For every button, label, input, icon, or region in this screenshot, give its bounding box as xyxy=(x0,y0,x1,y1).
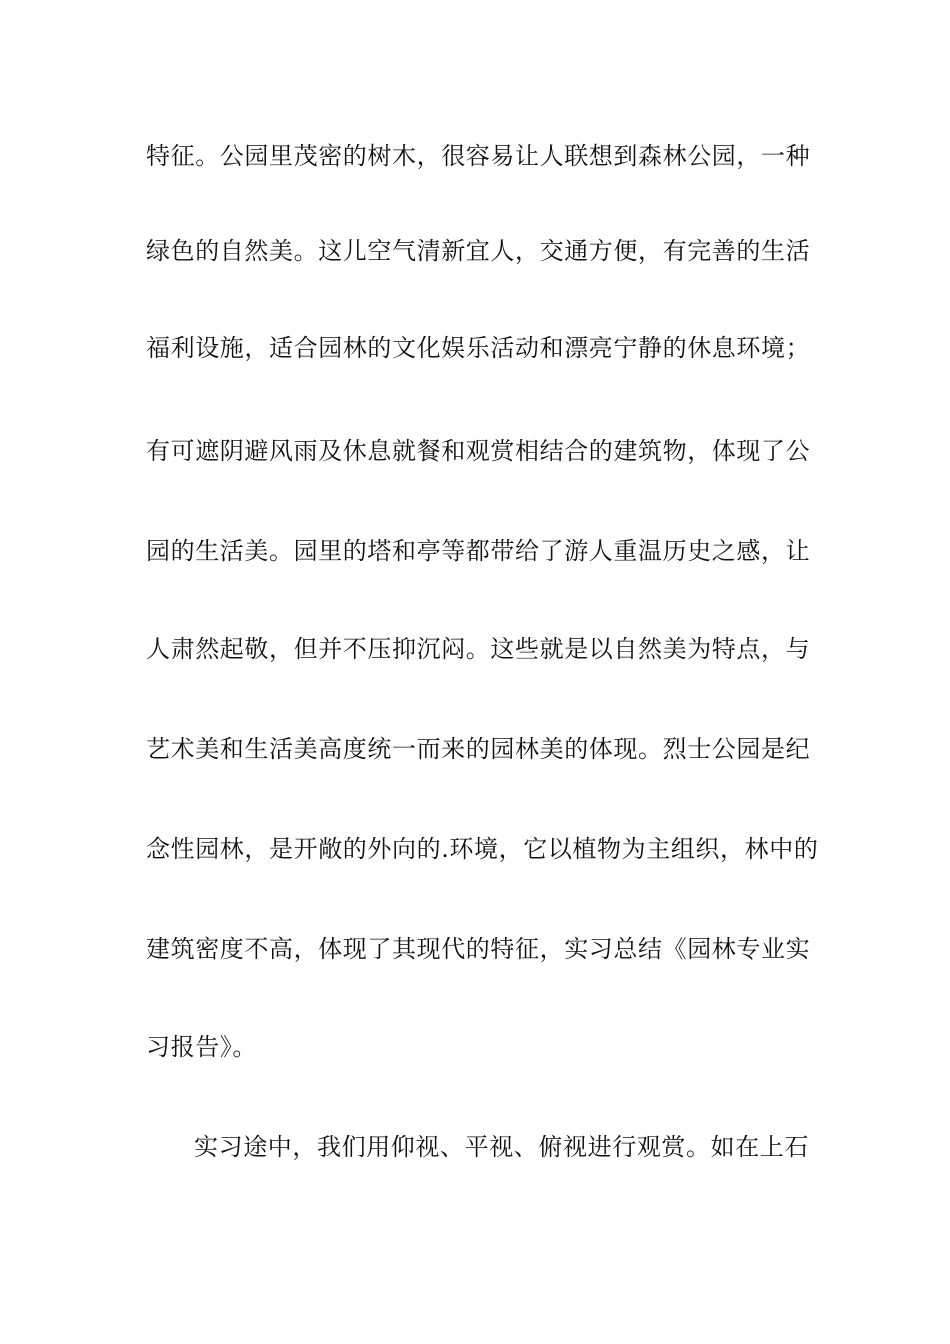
text-line: 习报告》。 xyxy=(146,1033,257,1061)
paragraph-first-line: 实习途中，我们用仰视、平视、俯视进行观赏。如在上石 xyxy=(194,1133,809,1161)
text-line: 特征。公园里茂密的树木，很容易让人联想到森林公园，一种 xyxy=(146,142,811,170)
text-line: 念性园林，是开敞的外向的.环境，它以植物为主组织，林中的 xyxy=(146,835,819,863)
text-line: 有可遮阴避风雨及休息就餐和观赏相结合的建筑物，体现了公 xyxy=(146,437,811,465)
text-line: 绿色的自然美。这儿空气清新宜人，交通方便，有完善的生活 xyxy=(146,237,811,265)
text-line: 福利设施，适合园林的文化娱乐活动和漂亮宁静的休息环境； xyxy=(146,334,811,362)
text-line: 建筑密度不高，体现了其现代的特征，实习总结《园林专业实 xyxy=(146,935,811,963)
text-line: 园的生活美。园里的塔和亭等都带给了游人重温历史之感，让 xyxy=(146,537,811,565)
text-line: 人肃然起敬，但并不压抑沉闷。这些就是以自然美为特点，与 xyxy=(146,635,811,663)
text-line: 艺术美和生活美高度统一而来的园林美的体现。烈士公园是纪 xyxy=(146,735,811,763)
